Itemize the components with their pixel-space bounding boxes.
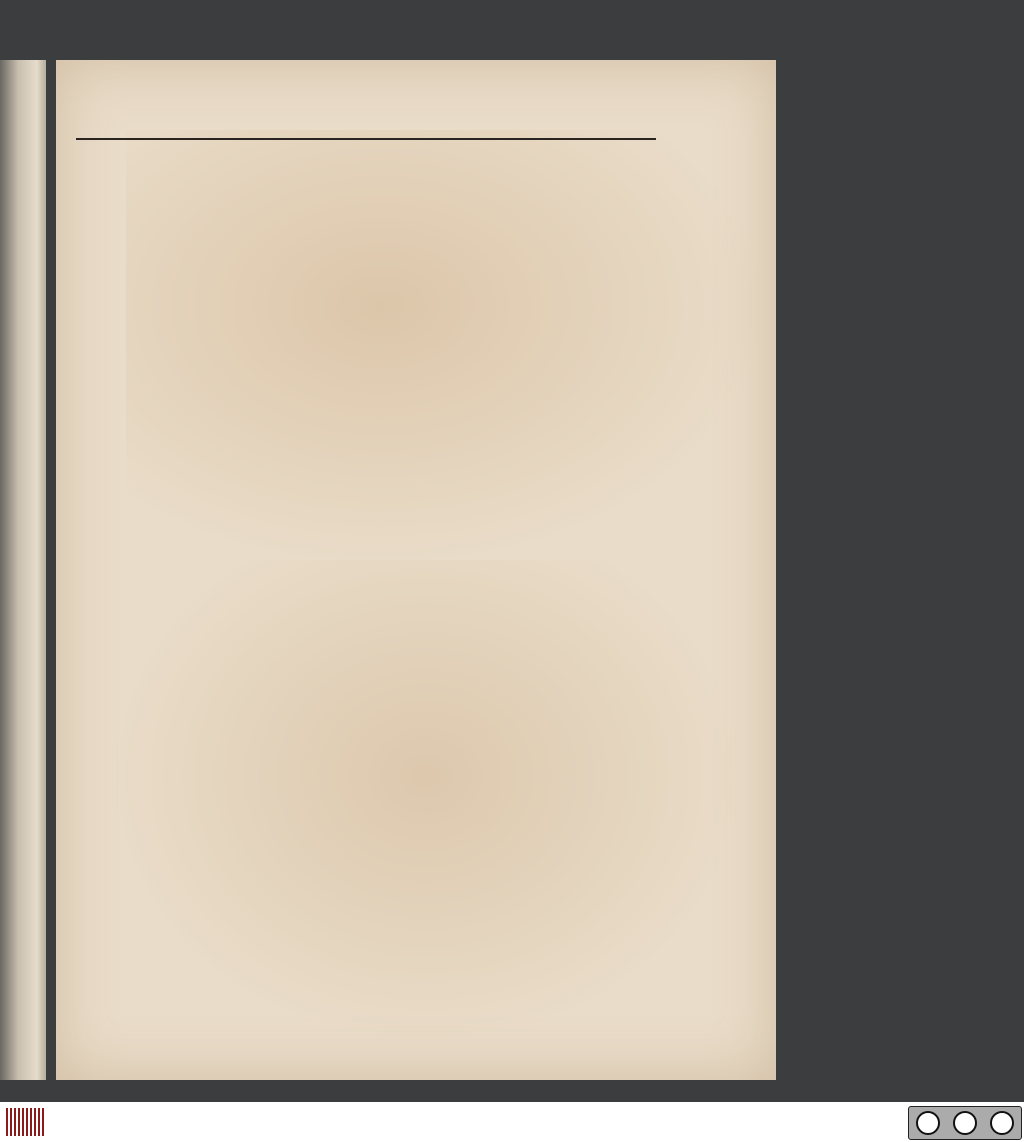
cc-icon: [916, 1111, 940, 1135]
cc-license-badge[interactable]: [908, 1106, 1022, 1140]
page-stain: [126, 130, 766, 570]
viewer-footer: [0, 1102, 1024, 1142]
adjacent-page-edge: [0, 60, 46, 1080]
book-page: [56, 60, 776, 1080]
decorated-initial: [76, 530, 142, 592]
attribution-icon: [953, 1111, 977, 1135]
page-stain-lower: [116, 560, 736, 1040]
hab-logo-icon: [6, 1108, 46, 1136]
header-rule: [76, 138, 656, 140]
share-alike-icon: [990, 1111, 1014, 1135]
running-title: [170, 104, 610, 136]
